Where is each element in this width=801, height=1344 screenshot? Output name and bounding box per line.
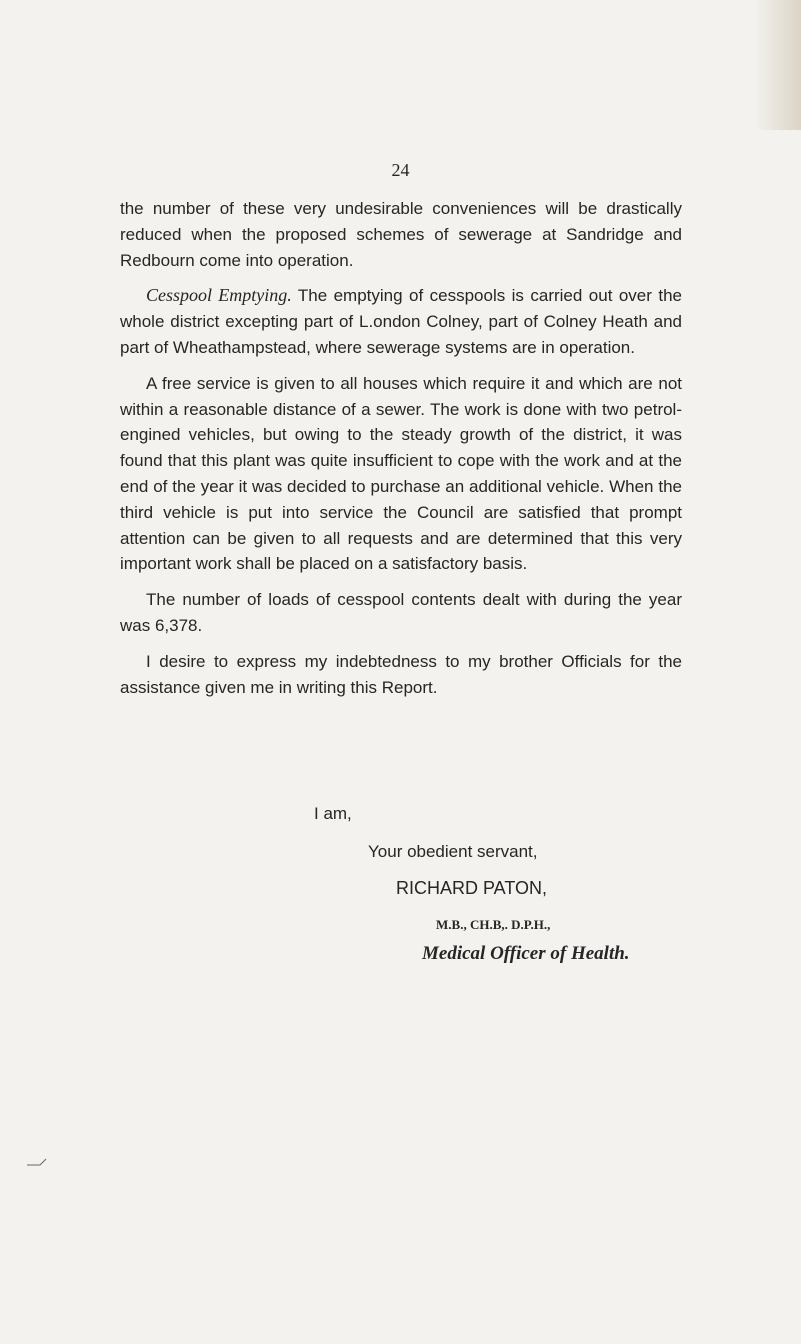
signoff-greeting: I am, <box>314 804 352 823</box>
signoff-closing: Your obedient servant, <box>368 842 538 861</box>
scan-edge-shadow <box>755 0 801 130</box>
paragraph-text: The emptying of cesspools is carried out over the whole district excepting part of L.ondon Colney, part of Colney Heath and part of Wheathampstead, where sewerage systems are in operation. <box>120 286 682 357</box>
paragraph-acknowledgement: I desire to express my indebtedness to my brother Officials for the assistance given me in writing this Report. <box>120 651 682 697</box>
signatory-title: Medical Officer of Health. <box>422 943 630 964</box>
paragraph-cesspool-emptying <box>120 283 682 360</box>
signatory-degrees: M.B., CH.B,. D.P.H., <box>436 917 551 932</box>
paragraph-free-service: A free service is given to all houses which require it and which are not within a reasonable distance of a sewer. The work is done with two petrol-engined vehicles, but owing to the steady growth of the district, it was found that this plant was quite insufficient to cope with the work and at the end of the year it was decided to purchase an additional vehicle. When the third vehicle is put into service the Council are satisfied that prompt attention can be given to all requests and are determined that this very important work shall be placed on a satisfactory basis. <box>120 373 682 574</box>
section-heading: Cesspool Emptying. <box>146 285 292 306</box>
paragraph-continuation: the number of these very undesirable conveniences will be drastically reduced when the proposed schemes of sewerage at Sandridge and Redbourn come into operation. <box>120 199 682 270</box>
report-body <box>120 196 682 710</box>
signatory-name: RICHARD PATON, <box>396 878 548 898</box>
scan-artifact-mark <box>26 1155 52 1167</box>
page-number: 24 <box>391 160 410 180</box>
paragraph-loads-count: The number of loads of cesspool contents dealt with during the year was 6,378. <box>120 590 682 635</box>
